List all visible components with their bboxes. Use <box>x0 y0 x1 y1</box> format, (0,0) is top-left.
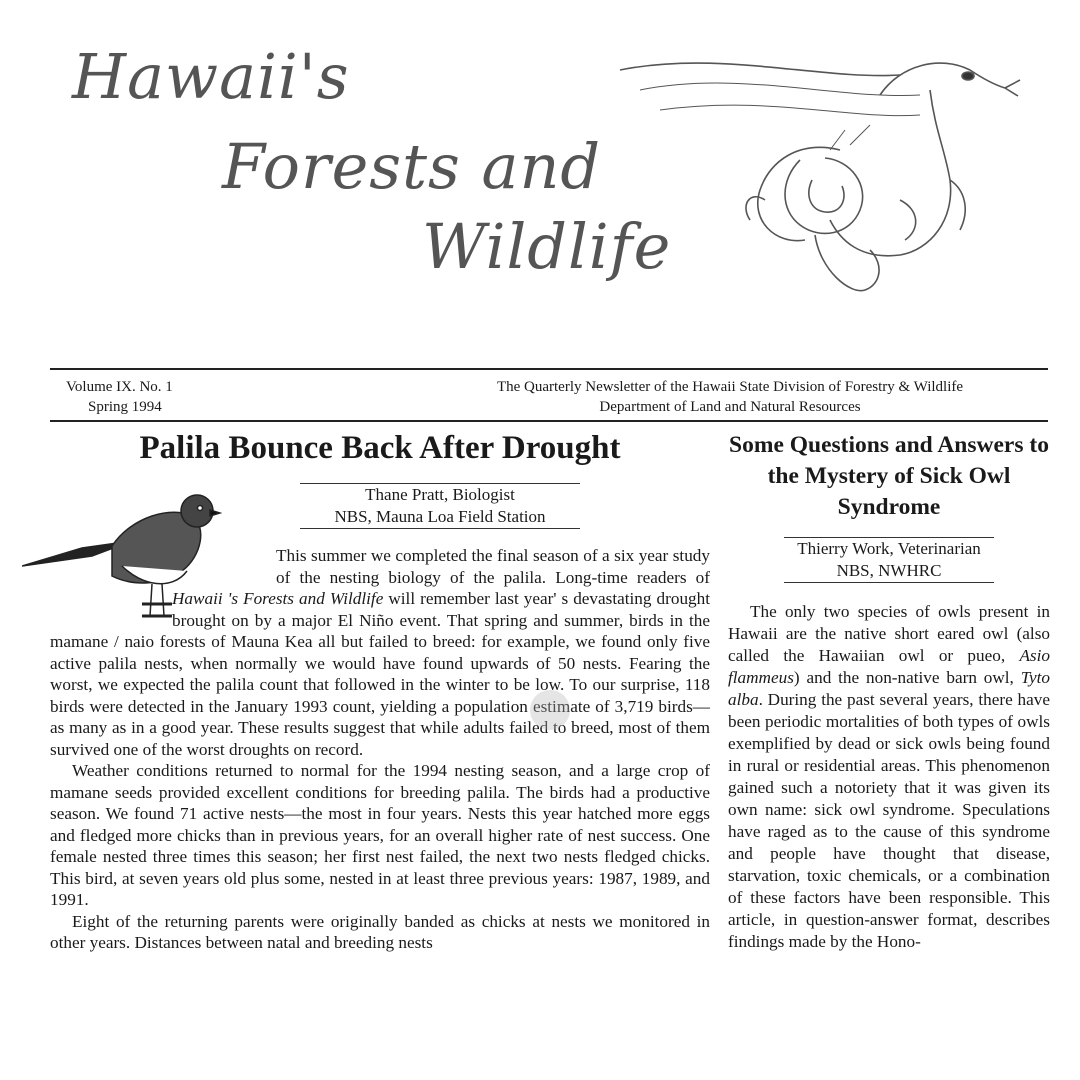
side-p1-text-c: . During the past several years, there have been periodic mortalities of both types of owls exemplified by dead or sick owls being found in rural or residential areas. This phenomenon gained such a notoriety that it was given its own name: sick owl syndrome. Speculations have raged as to the cause of this syndrome and people have thought that disease, starvation, toxic chemicals, or a combination of these factors have been responsible. This article, in question-answer format, describes findings made by the Hono- <box>728 690 1050 951</box>
masthead-line-2: Forests and <box>222 130 602 203</box>
main-headline: Palila Bounce Back After Drought <box>139 430 621 466</box>
side-headline: Some Questions and Answers to the Mystery of Sick Owl Syndrome <box>729 432 1049 520</box>
issue-volume-block <box>66 377 173 417</box>
issue-season: Spring 1994 <box>88 399 162 415</box>
masthead-line-3: Wildlife <box>422 210 672 283</box>
side-author: Thierry Work, Veterinarian <box>797 539 981 558</box>
main-article-body <box>50 545 710 954</box>
side-affiliation: NBS, NWHRC <box>836 561 942 580</box>
side-byline <box>784 537 994 583</box>
side-p1-text-a: The only two species of owls present in Hawaii are the native short eared owl (also called the Hawaiian owl or pueo, <box>728 602 1050 665</box>
main-paragraph-3: Eight of the returning parents were originally banded as chicks at nests we monitored in other years. Distances between natal and breeding nests <box>50 911 710 952</box>
main-paragraph-2: Weather conditions returned to normal for the 1994 nesting season, and a large crop of mamane seeds provided excellent conditions for breeding palila. The birds had a productive season. We found 71 active nests—the most in four years. Nests this year hatched more eggs and fledged more chicks than in previous years, for an overall higher rate of nest success. One female nested three times this season; her first nest failed, the next two nests fledged chicks. This bird, at seven years old plus some, nested in at least three previous years: 1987, 1989, and 1991. <box>50 761 710 909</box>
main-author: Thane Pratt, Biologist <box>365 485 515 504</box>
nene-goose-illustration <box>600 40 1040 310</box>
main-byline <box>300 483 580 529</box>
side-p1-italic-1: Asio flammeus <box>728 646 1050 687</box>
main-p1-text-b: will remember last year' s devastating drought brought on by a major El Niño event. That spring and summer, birds in the mamane / naio forests of Mauna Kea all but failed to breed: for example, we found only five active palila nests, when normally we would have found upwards of 50 nests. Fearing the worst, we expected the palila count that followed in the winter to be low. To our surprise, 118 birds were detected in the January 1993 count, yielding a population estimate of 3,719 birds—as many as in a good year. These results suggest that while adults failed to breed, most of them survived one of the worst droughts on record. <box>50 589 710 759</box>
top-rule <box>50 368 1048 370</box>
side-p1-italic-2: Tyto alba <box>728 668 1050 709</box>
issue-tagline: The Quarterly Newsletter of the Hawaii State Division of Forestry & Wildlife <box>496 379 964 395</box>
side-p1-text-b: ) and the non-native barn owl, <box>793 668 1021 687</box>
issue-volume: Volume IX. No. 1 <box>66 379 173 395</box>
bottom-rule <box>50 420 1048 422</box>
side-article-body <box>728 601 1050 953</box>
masthead-line-1: Hawaii's <box>72 40 350 113</box>
issue-tagline-block <box>410 377 1050 417</box>
issue-department: Department of Land and Natural Resources <box>599 399 861 415</box>
side-article <box>728 430 1050 953</box>
side-paragraph-1 <box>728 601 1050 953</box>
main-affiliation: NBS, Mauna Loa Field Station <box>300 506 580 529</box>
main-p1-text-a: This summer we completed the final season of a six year study of the nesting biology of the palila. Long-time readers of <box>276 546 710 587</box>
main-p1-italic: Hawaii 's Forests and Wildlife <box>172 589 384 608</box>
watermark-badge <box>530 690 570 730</box>
